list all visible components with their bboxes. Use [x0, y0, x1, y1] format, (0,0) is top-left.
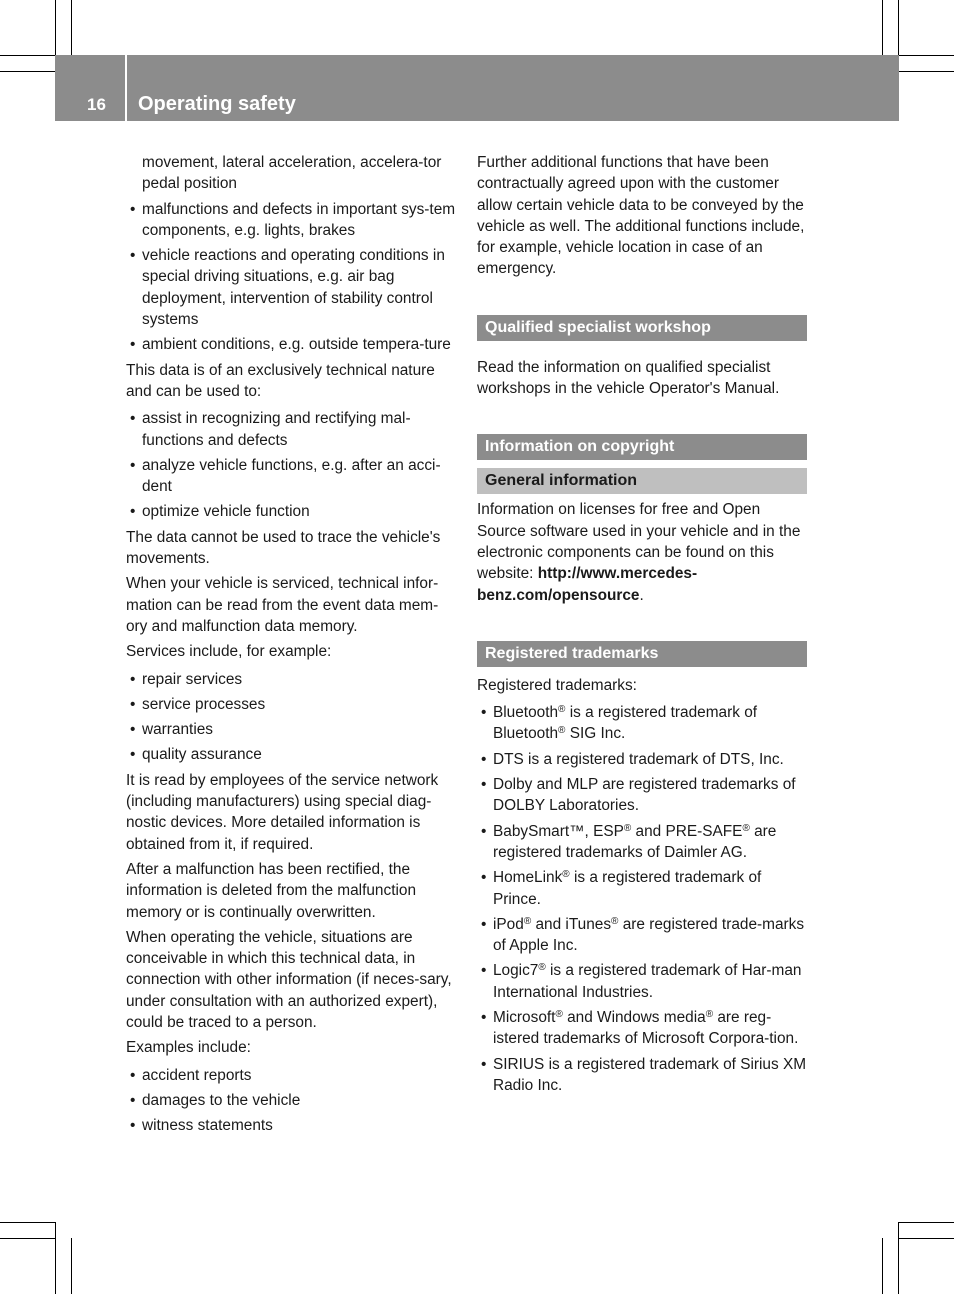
- left-column: [126, 152, 456, 1140]
- list-item: • vehicle reactions and operating conditions in special driving situations, e.g. air bag deployment, intervention of stability control systems: [126, 245, 456, 330]
- crop-mark: [899, 71, 954, 72]
- list-item: • accident reports: [126, 1065, 456, 1086]
- list-item: • Dolby and MLP are registered trademarks of DOLBY Laboratories.: [477, 774, 807, 817]
- page-header: [55, 55, 899, 121]
- list-item: • iPod® and iTunes® are registered trade-marks of Apple Inc.: [477, 914, 807, 957]
- list-item: • optimize vehicle function: [126, 501, 456, 522]
- crop-mark: [0, 1222, 55, 1223]
- list-item: • BabySmart™, ESP® and PRE-SAFE® are registered trademarks of Daimler AG.: [477, 821, 807, 864]
- section-heading-copyright: Information on copyright: [477, 434, 807, 460]
- list-item: • Microsoft® and Windows media® are reg-istered trademarks of Microsoft Corpora-tion.: [477, 1007, 807, 1050]
- crop-mark: [898, 1222, 899, 1294]
- crop-mark: [899, 1238, 954, 1239]
- paragraph: When operating the vehicle, situations are conceivable in which this technical data, in connection with other information (if neces-sary, under consultation with an authorized expert), could be traced to a person.: [126, 928, 452, 1031]
- examples-list: [126, 1065, 456, 1137]
- list-item: • assist in recognizing and rectifying mal-functions and defects: [126, 408, 456, 451]
- paragraph: The data cannot be used to trace the vehicle's movements.: [126, 528, 441, 568]
- crop-mark: [0, 55, 55, 56]
- crop-mark: [899, 1222, 954, 1223]
- crop-mark: [71, 1238, 72, 1294]
- data-list: [126, 199, 456, 356]
- paragraph: This data is of an exclusively technical nature and can be used to:: [126, 361, 435, 400]
- crop-mark: [899, 55, 954, 56]
- list-item: • SIRIUS is a registered trademark of Sirius XM Radio Inc.: [477, 1054, 807, 1097]
- list-item: • analyze vehicle functions, e.g. after an acci-dent: [126, 455, 456, 498]
- paragraph: Further additional functions that have been contractually agreed upon with the customer allow certain vehicle data to be conveyed by the vehicle as well. The additional functions include, for example, vehicle location in case of an emergency.: [477, 154, 805, 278]
- paragraph: Information on licenses for free and Open Source software used in your vehicle and in the electronic components can be found on this website: http://www.mercedes-benz.com/opensource.: [477, 501, 801, 604]
- services-list: [126, 669, 456, 766]
- page-title: Operating safety: [138, 93, 296, 115]
- crop-mark: [0, 1238, 55, 1239]
- list-item: • Bluetooth® is a registered trademark of Bluetooth® SIG Inc.: [477, 702, 807, 745]
- usage-list: [126, 408, 456, 522]
- crop-mark: [71, 0, 72, 55]
- list-item: • DTS is a registered trademark of DTS, Inc.: [477, 749, 807, 770]
- page-number: 16: [87, 95, 106, 114]
- right-column: [477, 152, 807, 1100]
- paragraph: When your vehicle is serviced, technical infor-mation can be read from the event data mem-ory and malfunction data memory.: [126, 575, 439, 635]
- list-item: • ambient conditions, e.g. outside tempera-ture: [126, 334, 456, 355]
- crop-mark: [0, 71, 55, 72]
- section-heading-workshop: Qualified specialist workshop: [477, 315, 807, 341]
- opensource-link[interactable]: http://www.mercedes-benz.com/opensource: [477, 565, 698, 604]
- continued-list: [126, 152, 456, 195]
- subsection-heading-general: General information: [477, 468, 807, 494]
- crop-mark: [882, 0, 883, 55]
- list-item: • warranties: [126, 719, 456, 740]
- list-item: • witness statements: [126, 1115, 456, 1136]
- header-divider: [125, 55, 127, 121]
- list-item: • malfunctions and defects in important sys-tem components, e.g. lights, brakes: [126, 199, 456, 242]
- list-item: • damages to the vehicle: [126, 1090, 456, 1111]
- paragraph: Read the information on qualified specialist workshops in the vehicle Operator's Manual.: [477, 358, 780, 398]
- paragraph: It is read by employees of the service network (including manufacturers) using special diag-nostic devices. More detailed information is obtained from it, if required.: [126, 771, 439, 853]
- crop-mark: [55, 1222, 56, 1294]
- list-item: movement, lateral acceleration, accelera-tor pedal position: [142, 154, 442, 193]
- trademark-list: [477, 702, 807, 1096]
- crop-mark: [882, 1238, 883, 1294]
- section-heading-trademarks: Registered trademarks: [477, 641, 807, 667]
- paragraph: Examples include:: [126, 1039, 251, 1057]
- paragraph: After a malfunction has been rectified, the information is deleted from the malfunction memory or is continually overwritten.: [126, 860, 417, 921]
- paragraph: Registered trademarks:: [477, 676, 637, 694]
- list-item: • HomeLink® is a registered trademark of Prince.: [477, 867, 807, 910]
- list-item: • service processes: [126, 694, 456, 715]
- list-item: • quality assurance: [126, 744, 456, 765]
- paragraph: Services include, for example:: [126, 643, 332, 661]
- list-item: • repair services: [126, 669, 456, 690]
- list-item: • Logic7® is a registered trademark of Har-man International Industries.: [477, 960, 807, 1003]
